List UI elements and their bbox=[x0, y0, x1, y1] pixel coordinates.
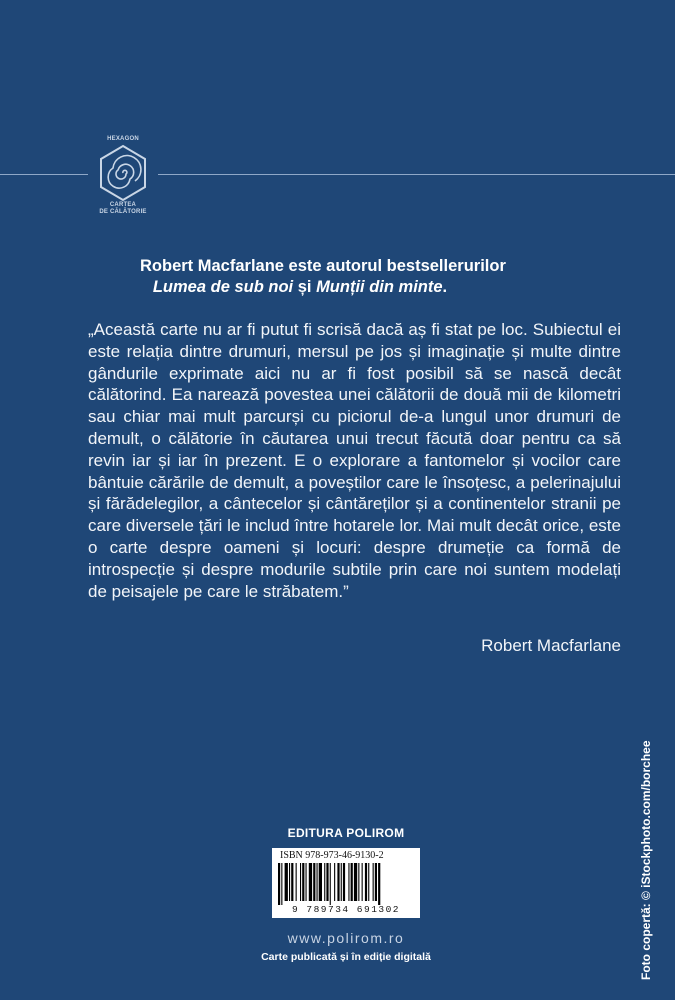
intro-titles bbox=[130, 277, 470, 298]
barcode-bar bbox=[343, 863, 345, 901]
barcode-bars bbox=[278, 863, 414, 905]
barcode-bar bbox=[330, 863, 331, 905]
barcode-bar bbox=[362, 863, 363, 901]
barcode-bar bbox=[302, 863, 304, 901]
hexagon-logo bbox=[88, 134, 158, 220]
intro-end: . bbox=[442, 278, 448, 296]
barcode-bar bbox=[337, 863, 339, 901]
barcode-bar bbox=[341, 863, 342, 901]
digital-edition-note: Carte publicată și în ediție digitală bbox=[261, 951, 431, 963]
ean-digits: 9 789734 691302 bbox=[291, 904, 400, 915]
barcode-bar bbox=[281, 863, 282, 905]
barcode-bar bbox=[306, 863, 307, 901]
quote-author: Robert Macfarlane bbox=[481, 636, 621, 655]
publisher-website: www.polirom.ro bbox=[287, 930, 405, 946]
book-quote: „Această carte nu ar fi putut fi scrisă dacă aș fi stat pe loc. Subiectul ei este relația dintre drumuri, mersul pe jos și imaginație și multe dintre gândurile exprimate aici nu ar fi fost posibil să se nască decât călătorind. Ea narează povestea unei călătorii de două mii de kilometri sau chiar mai mult parcurși cu piciorul de-a lungul unor drumuri de demult, o călătorie în căutarea unui trecut făcută doar pentru ca să revin iar și iar în prezent. E o explorare a fantomelor și vocilor care bântuie cărările de demult, a poveștilor care le însoțesc, a pelerinajului și fărădelegilor, a cântecelor și cântăreților și a continentelor stranii pe care diversele țări le includ între hotarele lor. Mai mult decât orice, este o carte despre oameni și locuri: despre drumeție ca formă de introspecție și despre modurile subtile prin care noi suntem modelați de peisajele pe care le străbatem.” bbox=[88, 320, 621, 601]
barcode-bar bbox=[300, 863, 301, 901]
barcode-bar bbox=[365, 863, 367, 901]
book-title-1: Lumea de sub noi bbox=[152, 278, 294, 296]
logo-bottom-text bbox=[88, 202, 158, 216]
barcode-bar bbox=[278, 863, 280, 905]
isbn-label: ISBN 978-973-46-9130-2 bbox=[280, 850, 384, 861]
barcode-bar bbox=[351, 863, 353, 901]
barcode-bar bbox=[368, 863, 369, 901]
barcode-bar bbox=[296, 863, 297, 901]
logo-top-text: HEXAGON bbox=[107, 136, 139, 142]
barcode-bar bbox=[324, 863, 325, 901]
logo-bottom-line2: DE CĂLĂTORIE bbox=[99, 209, 147, 215]
logo-bottom-line1: CARTEA bbox=[109, 202, 137, 208]
barcode-bar bbox=[378, 863, 380, 905]
barcode-bar bbox=[358, 863, 359, 901]
barcode-bar bbox=[373, 863, 374, 901]
barcode-bar bbox=[291, 863, 293, 901]
barcode-bar bbox=[289, 863, 290, 901]
barcode-bar bbox=[326, 863, 328, 901]
barcode bbox=[272, 848, 420, 918]
barcode-bar bbox=[309, 863, 312, 901]
publisher-name: EDITURA POLIROM bbox=[287, 826, 405, 840]
barcode-bar bbox=[375, 863, 377, 901]
intro-line: Robert Macfarlane este autorul bestsellerurilor bbox=[140, 257, 506, 275]
barcode-bar bbox=[348, 863, 349, 901]
photo-credit: Foto copertă: © iStockphoto.com/borchee bbox=[639, 740, 653, 980]
barcode-bar bbox=[313, 863, 315, 901]
barcode-bar bbox=[317, 863, 318, 901]
book-title-2: Munții din minte bbox=[316, 278, 443, 296]
barcode-bar bbox=[319, 863, 322, 901]
intro-connector: și bbox=[293, 278, 317, 296]
author-intro bbox=[140, 256, 560, 298]
barcode-bar bbox=[285, 863, 288, 901]
barcode-bar bbox=[334, 863, 335, 901]
barcode-bar bbox=[354, 863, 357, 901]
